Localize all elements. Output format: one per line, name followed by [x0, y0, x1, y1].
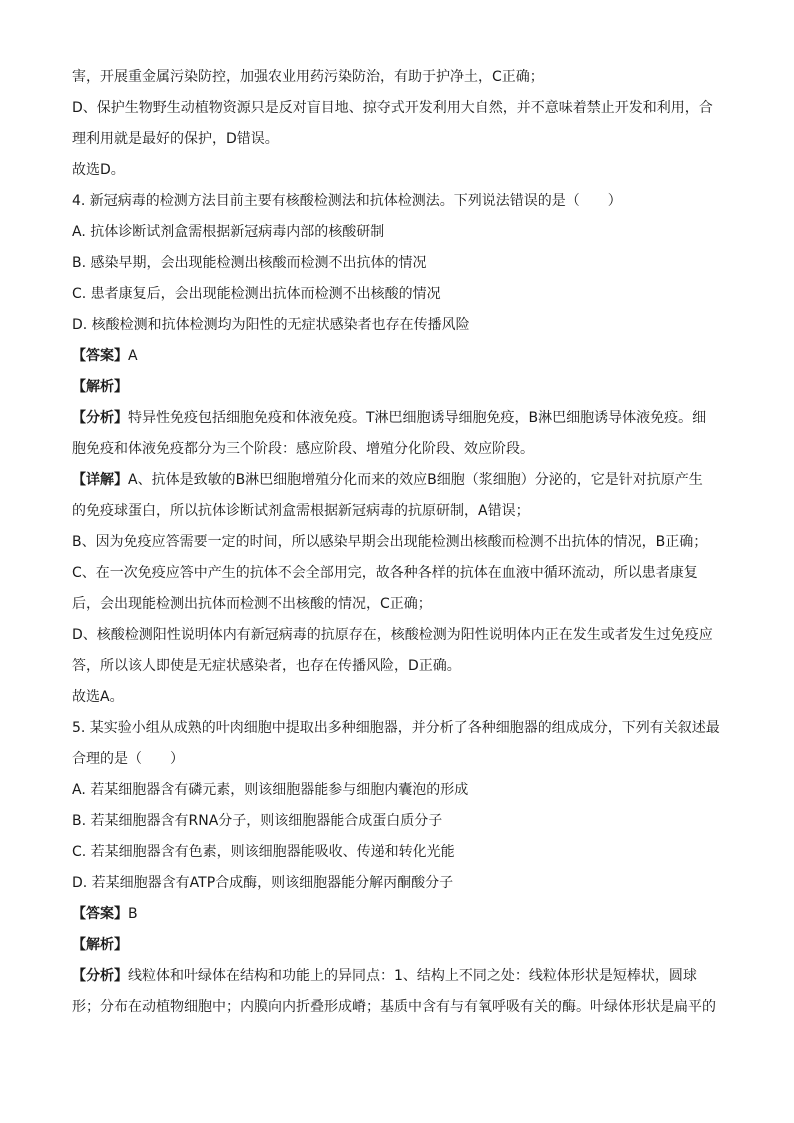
text-line: B、因为免疫应答需要一定的时间，所以感染早期会出现能检测出核酸而检测不出抗体的情况，B正确； [72, 534, 708, 550]
text-line: 答，所以该人即使是无症状感染者，也存在传播风险，D正确。 [72, 658, 461, 674]
answer-tag: 【答案】 [72, 348, 128, 364]
text-line: 害，开展重金属污染防控，加强农业用药污染防治，有助于护净土，C正确； [72, 69, 544, 85]
xiangjie-text: A、抗体是致敏的B淋巴细胞增殖分化而来的效应B细胞（浆细胞）分泌的，它是针对抗原产生 [128, 472, 703, 488]
text-line: 理利用就是最好的保护，D错误。 [72, 131, 279, 147]
fenxi-text: 线粒体和叶绿体在结构和功能上的异同点：1、结构上不同之处：线粒体形状是短棒状，圆球 [128, 968, 697, 984]
analysis-line [72, 961, 724, 992]
text-line: D、核酸检测阳性说明体内有新冠病毒的抗原存在，核酸检测为阳性说明体内正在发生或者发生过免疫应 [72, 627, 713, 643]
option-c: C. 患者康复后，会出现能检测出抗体而检测不出核酸的情况 [72, 286, 441, 302]
question-4: 4. 新冠病毒的检测方法目前主要有核酸检测法和抗体检测法。下列说法错误的是（ ） [72, 193, 622, 209]
answer-line [72, 899, 724, 930]
option-d: D. 若某细胞器含有ATP合成酶，则该细胞器能分解丙酮酸分子 [72, 875, 454, 891]
analysis-line [72, 403, 724, 434]
text-line: 胞免疫和体液免疫都分为三个阶段：感应阶段、增殖分化阶段、效应阶段。 [72, 441, 534, 457]
text-line: 的免疫球蛋白，所以抗体诊断试剂盒需根据新冠病毒的抗原研制，A错误； [72, 503, 530, 519]
answer-value: B [128, 906, 138, 922]
fenxi-tag: 【分析】 [72, 410, 128, 426]
conclusion: 故选D。 [72, 162, 125, 178]
xiangjie-tag: 【详解】 [72, 472, 128, 488]
option-b: B. 感染早期，会出现能检测出核酸而检测不出抗体的情况 [72, 255, 427, 271]
option-b: B. 若某细胞器含有RNA分子，则该细胞器能合成蛋白质分子 [72, 813, 443, 829]
answer-tag: 【答案】 [72, 906, 128, 922]
analysis-tag: 【解析】 [72, 937, 128, 953]
text-line: 后，会出现能检测出抗体而检测不出核酸的情况，C正确； [72, 596, 432, 612]
fenxi-text: 特异性免疫包括细胞免疫和体液免疫。T淋巴细胞诱导细胞免疫，B淋巴细胞诱导体液免疫。细 [128, 410, 707, 426]
detail-line [72, 465, 724, 496]
option-c: C. 若某细胞器含有色素，则该细胞器能吸收、传递和转化光能 [72, 844, 455, 860]
answer-line [72, 341, 724, 372]
text-line: D、保护生物野生动植物资源只是反对盲目地、掠夺式开发利用大自然，并不意味着禁止开发和利用，合 [72, 100, 713, 116]
analysis-tag: 【解析】 [72, 379, 128, 395]
option-a: A. 抗体诊断试剂盒需根据新冠病毒内部的核酸研制 [72, 224, 385, 240]
document-page [72, 62, 724, 1023]
conclusion: 故选A。 [72, 689, 124, 705]
text-line: 合理的是（ ） [72, 751, 184, 767]
fenxi-tag: 【分析】 [72, 968, 128, 984]
option-d: D. 核酸检测和抗体检测均为阳性的无症状感染者也存在传播风险 [72, 317, 470, 333]
answer-value: A [128, 348, 138, 364]
text-line: 形；分布在动植物细胞中；内膜向内折叠形成嵴；基质中含有与有氧呼吸有关的酶。叶绿体形状是扁平的 [72, 999, 716, 1015]
question-5: 5. 某实验小组从成熟的叶肉细胞中提取出多种细胞器，并分析了各种细胞器的组成成分，下列有关叙述最 [72, 720, 720, 736]
text-line: C、在一次免疫应答中产生的抗体不会全部用完，故各种各样的抗体在血液中循环流动，所以患者康复 [72, 565, 698, 581]
option-a: A. 若某细胞器含有磷元素，则该细胞器能参与细胞内囊泡的形成 [72, 782, 469, 798]
